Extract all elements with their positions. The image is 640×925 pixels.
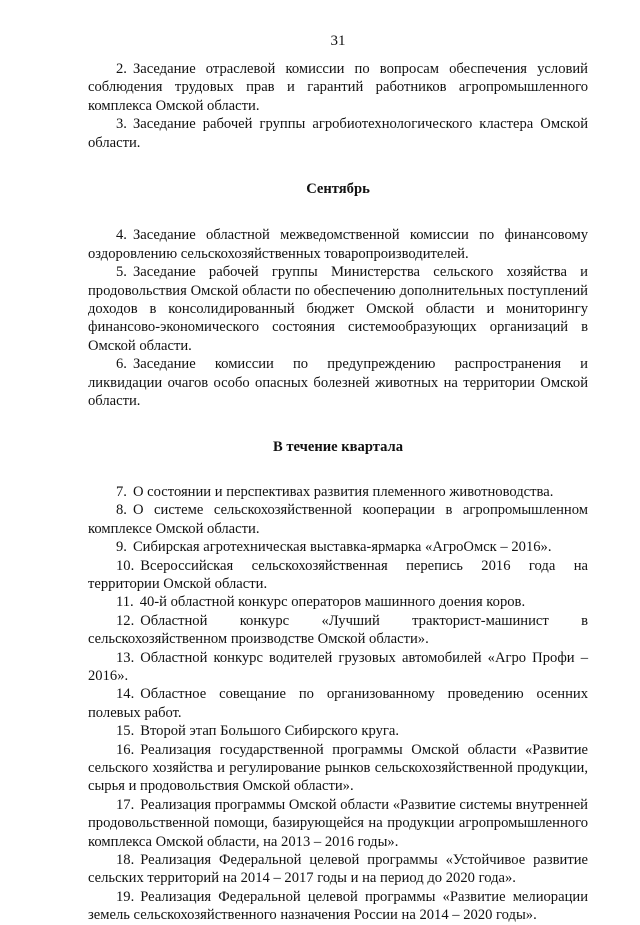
item-text: Второй этап Большого Сибирского круга. (140, 723, 399, 740)
list-item-2 (88, 60, 588, 115)
item-text: Заседание рабочей группы Министерства сельского хозяйства и продовольствия Омской области по обеспечению дополнительных поступлений доходов в консолидированный бюджет Омской области и мониторингу финансово-экономического состояния системообразующих организаций в Омской области. (88, 264, 588, 354)
item-number: 4. (116, 227, 127, 244)
list-item-11 (88, 593, 588, 611)
item-number: 15. (116, 723, 135, 740)
item-text: Реализация программы Омской области «Развитие системы внутренней продовольственной помощи, базирующейся на продукции агропромышленного комплекса Омской области, на 2013 – 2016 годы». (88, 796, 588, 850)
list-item-19 (88, 888, 588, 925)
item-number: 11. (116, 594, 134, 611)
list-item-12 (88, 612, 588, 649)
item-text: Реализация Федеральной целевой программы «Развитие мелиорации земель сельскохозяйственного назначения России на 2014 – 2020 годы». (88, 888, 588, 924)
item-number: 17. (116, 796, 135, 813)
item-number: 12. (116, 612, 135, 629)
list-item-18 (88, 851, 588, 888)
list-item-8 (88, 501, 588, 538)
list-item-6 (88, 355, 588, 410)
item-text: Областное совещание по организованному проведению осенних полевых работ. (88, 686, 588, 721)
list-item-14 (88, 685, 588, 722)
item-text: Заседание комиссии по предупреждению распространения и ликвидации очагов особо опасных болезней животных на территории Омской области. (88, 356, 588, 410)
list-item-5 (88, 263, 588, 355)
item-number: 3. (116, 116, 127, 133)
item-text: Заседание рабочей группы агробиотехнологического кластера Омской области. (88, 116, 588, 151)
list-item-4 (88, 226, 588, 263)
page-number: 31 (330, 33, 346, 49)
list-item-10 (88, 557, 588, 594)
item-text: Областной конкурс водителей грузовых автомобилей «Агро Профи – 2016». (88, 649, 588, 684)
item-number: 16. (116, 741, 135, 758)
list-item-3 (88, 115, 588, 152)
item-text: 40-й областной конкурс операторов машинного доения коров. (139, 594, 526, 611)
item-number: 7. (116, 483, 127, 500)
list-item-7 (88, 483, 588, 501)
item-text: Заседание отраслевой комиссии по вопросам обеспечения условий соблюдения трудовых прав и гарантий работников агропромышленного комплекса Омской области. (88, 61, 588, 114)
item-text: Реализация Федеральной целевой программы «Устойчивое развитие сельских территорий на 2014 – 2017 годы и на период до 2020 года». (88, 852, 588, 887)
list-item-15 (88, 722, 588, 740)
item-number: 9. (116, 539, 127, 556)
section-heading-quarter: В течение квартала (272, 438, 404, 455)
item-number: 19. (116, 888, 135, 905)
item-number: 14. (116, 686, 135, 703)
item-number: 18. (116, 852, 135, 869)
item-number: 2. (116, 61, 127, 77)
list-item-16 (88, 741, 588, 796)
item-text: О системе сельскохозяйственной кооперации в агропромышленном комплексе Омской области. (88, 502, 588, 537)
item-number: 5. (116, 264, 127, 281)
section-heading-september: Сентябрь (306, 181, 370, 198)
item-text: Заседание областной межведомственной комиссии по финансовому оздоровлению сельскохозяйственных товаропроизводителей. (88, 227, 588, 262)
item-text: Сибирская агротехническая выставка-ярмарка «АгроОмск – 2016». (132, 539, 552, 556)
item-text: О состоянии и перспективах развития племенного животноводства. (132, 483, 554, 500)
item-number: 6. (116, 356, 127, 373)
item-text: Областной конкурс «Лучший тракторист-машинист в сельскохозяйственном производстве Омской области». (88, 612, 588, 648)
list-item-17 (88, 796, 588, 851)
item-number: 10. (116, 557, 135, 574)
item-text: Всероссийская сельскохозяйственная перепись 2016 года на территории Омской области. (88, 557, 588, 592)
item-text: Реализация государственной программы Омской области «Развитие сельского хозяйства и регулирование рынков сельскохозяйственной продукции, сырья и продовольствия Омской области». (88, 741, 588, 795)
item-number: 8. (116, 502, 127, 519)
list-item-9 (88, 538, 588, 556)
list-item-13 (88, 649, 588, 686)
item-number: 13. (116, 649, 135, 666)
